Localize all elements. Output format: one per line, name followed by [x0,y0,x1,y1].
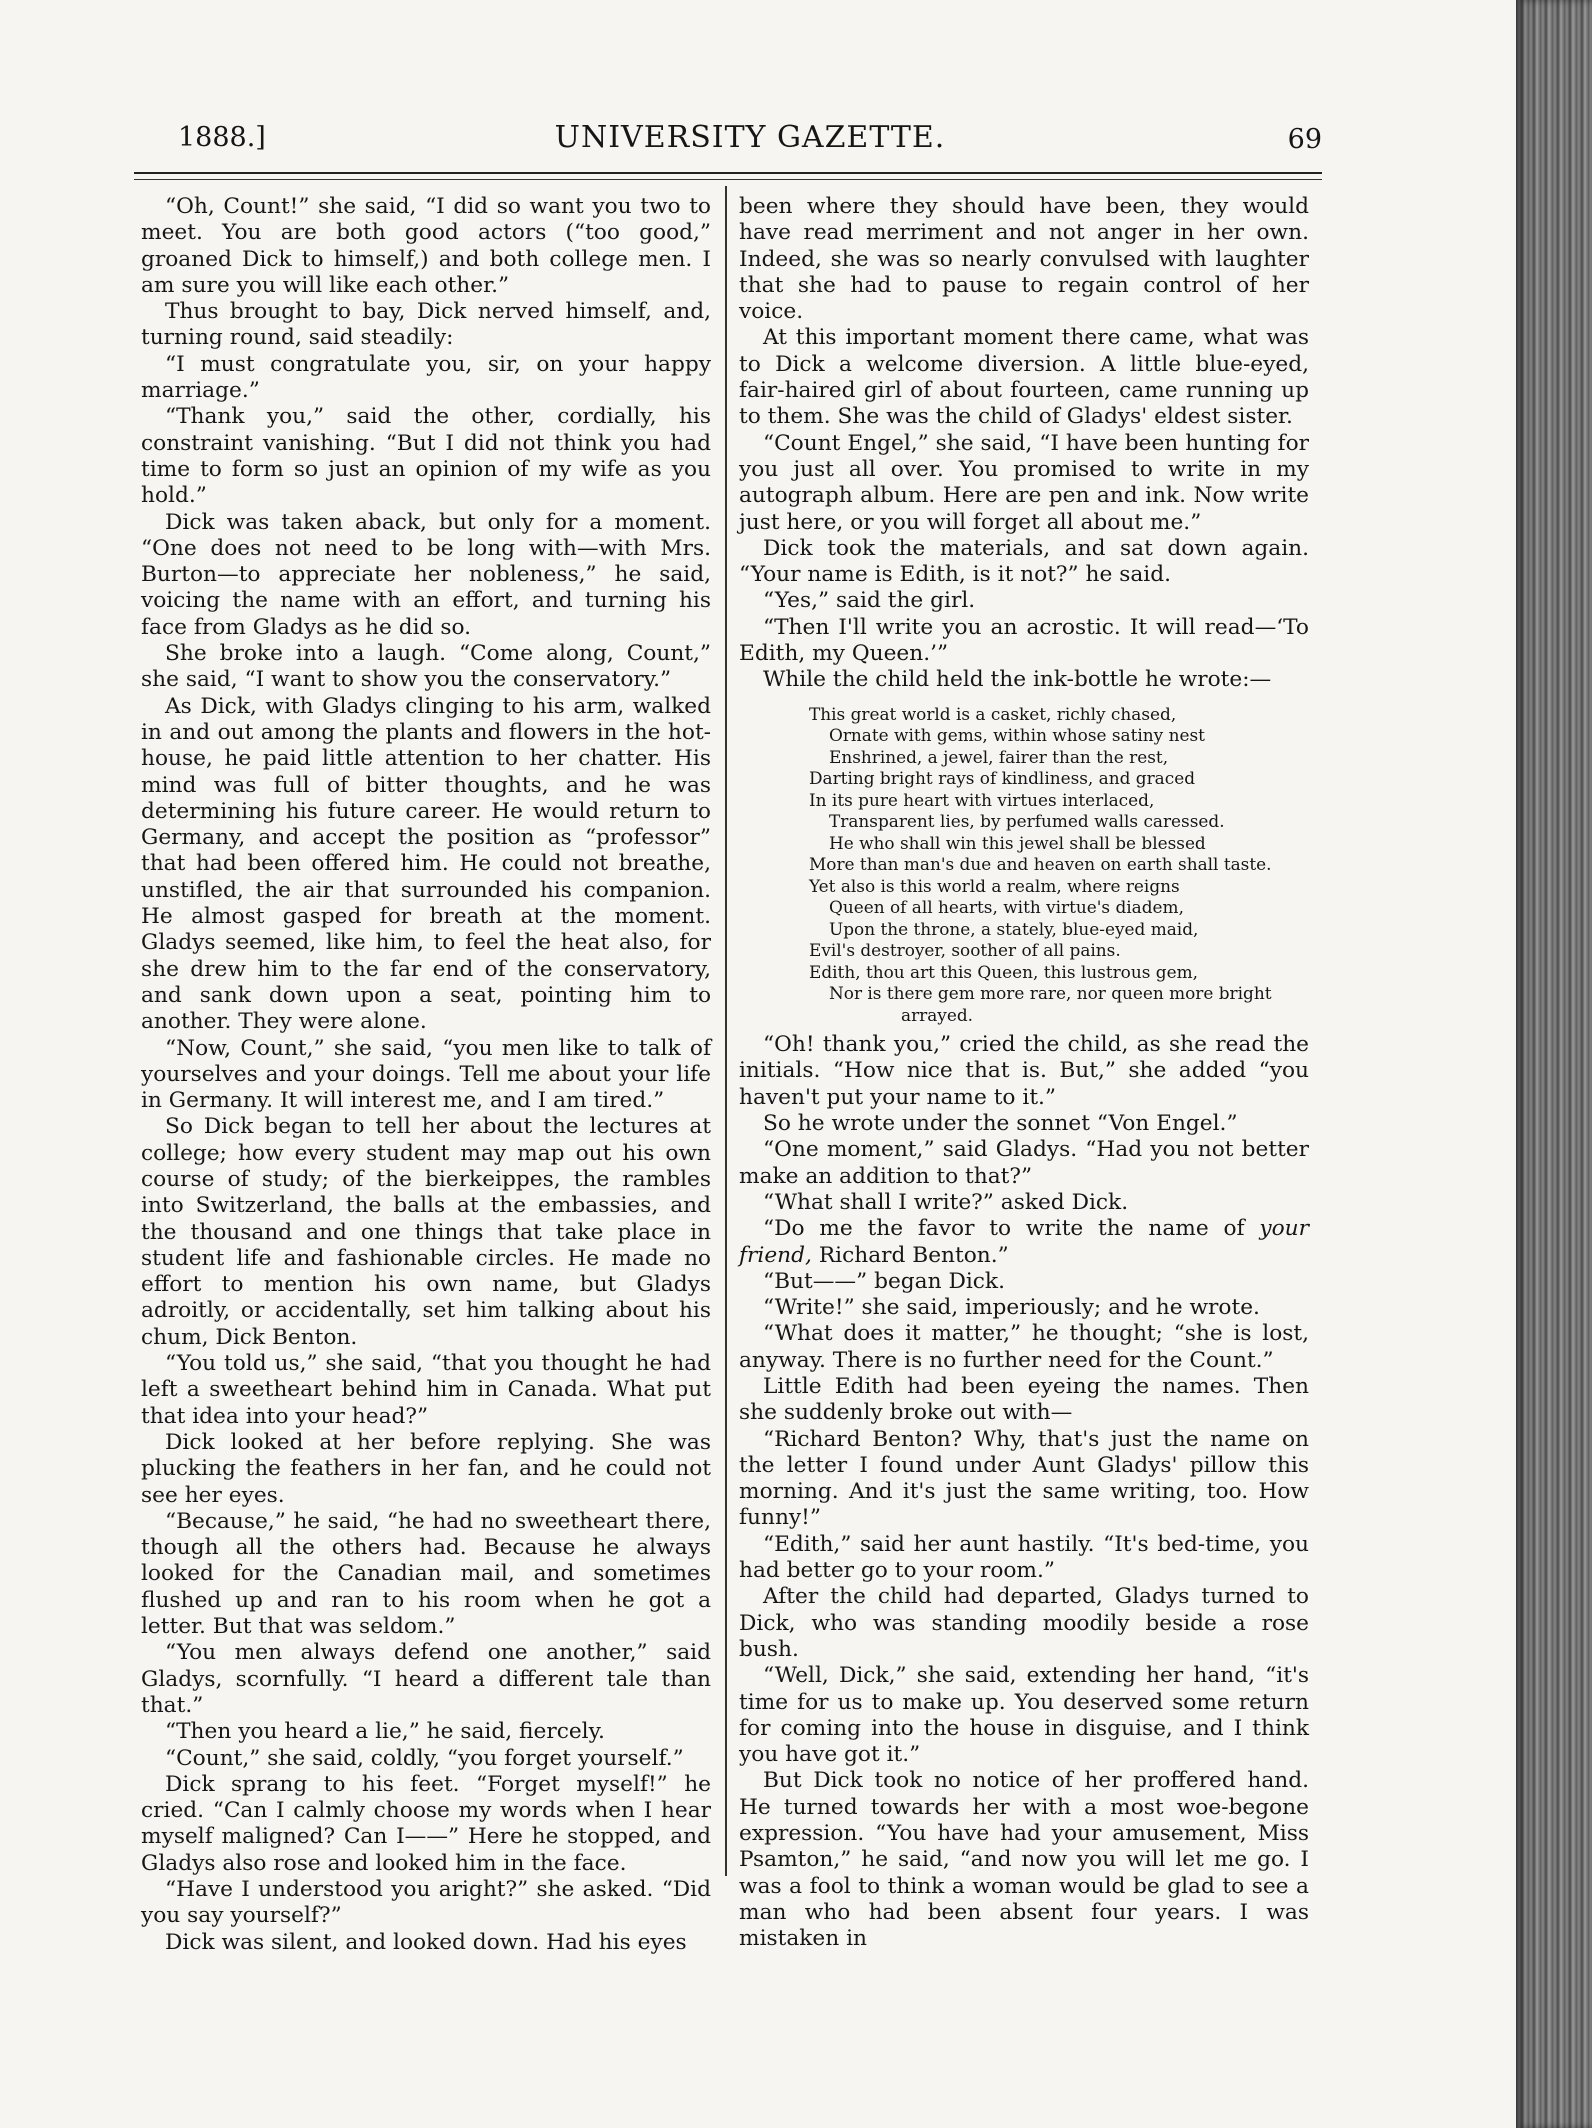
paragraph: Little Edith had been eyeing the names. Then she suddenly broke out with— [739,1374,1309,1426]
paragraph: “Then you heard a lie,” he said, fiercely. [165,1719,605,1745]
poem-line: He who shall win this jewel shall be blessed [829,832,1206,853]
poem-line: More than man's due and heaven on earth shall taste. [809,854,1272,875]
paragraph: Dick was taken aback, but only for a moment. “One does not need to be long with—with Mrs. Burton—to appreciate her nobleness,” he said, voicing the name with an effort, and turning his face from Gladys as he did so. [141,509,711,640]
paragraph: “But——” began Dick. [763,1268,1005,1294]
paragraph: Dick took the materials, and sat down again. “Your name is Edith, is it not?” he said. [739,535,1309,588]
paragraph: But Dick took no notice of her proffered hand. He turned towards her with a most woe-begone expression. “You have had your amusement, Miss Psamton,” he said, “and now you will let me go. I was a fool to think a woman would be glad to see a man who had been absent four years. I was mistaken in [739,1768,1309,1952]
paragraph: At this important moment there came, what was to Dick a welcome diversion. A little blue-eyed, fair-haired girl of about fourteen, came running up to them. She was the child of Gladys' eldest sister. [739,325,1309,430]
poem-line: Enshrined, a jewel, fairer than the rest, [829,746,1169,767]
paragraph: She broke into a laugh. “Come along, Count,” she said, “I want to show you the conservatory.” [141,641,711,693]
paragraph: Thus brought to bay, Dick nerved himself, and, turning round, said steadily: [141,299,711,351]
poem-line: Transparent lies, by perfumed walls caressed. [829,811,1225,832]
poem-line: In its pure heart with virtues interlaced, [809,789,1155,810]
paragraph: “Well, Dick,” she said, extending her hand, “it's time for us to make up. You deserved some return for coming into the house in disguise, and I think you have got it.” [739,1663,1309,1768]
poem-line: Evil's destroyer, soother of all pains. [809,940,1121,961]
italic-text: your friend, [739,1216,1309,1268]
paragraph: “What shall I write?” asked Dick. [763,1189,1129,1215]
page-number: 69 [1287,124,1322,155]
paragraph: “Oh, Count!” she said, “I did so want you two to meet. You are both good actors (“too good,” groaned Dick to himself,) and both college men. I am sure you will like each other.” [141,194,711,298]
poem-line: This great world is a casket, richly chased, [809,703,1177,724]
header-title: UNIVERSITY GAZETTE. [554,120,946,155]
paragraph: “You men always defend one another,” said Gladys, scornfully. “I heard a different tale than that.” [141,1640,711,1718]
poem-line: Queen of all hearts, with virtue's diadem, [829,897,1184,918]
paragraph: “Have I understood you aright?” she asked. “Did you say yourself?” [141,1877,711,1929]
header-rule-thick [134,172,1322,174]
poem-line: Upon the throne, a stately, blue-eyed maid, [829,918,1199,939]
paragraph: While the child held the ink-bottle he wrote:— [763,667,1272,693]
header-rule-thin [134,179,1322,180]
paragraph: “Then I'll write you an acrostic. It will read—‘To Edith, my Queen.’” [739,614,1309,667]
paragraph: So Dick began to tell her about the lectures at college; how every student may map out his own course of study; of the bierkeippes, the rambles into Switzerland, the balls at the embassies, and the thousand and one things that take place in student life and fashionable circles. He made no effort to mention his own name, but Gladys adroitly, or accidentally, set him talking about his chum, Dick Benton. [141,1114,711,1350]
paragraph: “I must congratulate you, sir, on your happy marriage.” [141,351,711,404]
book-spine [1516,0,1592,2128]
paragraph: “Write!” she said, imperiously; and he wrote. [763,1295,1260,1321]
paragraph: “One moment,” said Gladys. “Had you not better make an addition to that?” [739,1137,1309,1189]
paragraph: Dick sprang to his feet. “Forget myself!” he cried. “Can I calmly choose my words when I hear myself maligned? Can I——” Here he stopped, and Gladys also rose and looked him in the face. [141,1771,711,1876]
poem-line: Nor is there gem more rare, nor queen more bright [829,983,1272,1004]
acrostic-poem [809,704,1309,1027]
poem-line: Ornate with gems, within whose satiny nest [829,725,1205,746]
paragraph: Dick was silent, and looked down. Had his eyes [165,1929,687,1955]
paragraph: “Now, Count,” she said, “you men like to talk of yourselves and your doings. Tell me about your life in Germany. It will interest me, and I am tired.” [141,1035,711,1114]
paragraph: “Richard Benton? Why, that's just the name on the letter I found under Aunt Gladys' pillow this morning. And it's just the same writing, too. How funny!” [739,1426,1309,1531]
running-header [178,118,1322,166]
paragraph [739,1216,1309,1269]
paragraph: “Yes,” said the girl. [763,588,976,614]
paragraph: “Edith,” said her aunt hastily. “It's bed-time, you had better go to your room.” [739,1531,1309,1584]
paragraph: “Oh! thank you,” cried the child, as she read the initials. “How nice that is. But,” she added “you haven't put your name to it.” [739,1032,1309,1110]
poem-line: arrayed. [901,1004,974,1025]
column-divider [725,186,727,1876]
paragraph: Dick looked at her before replying. She was plucking the feathers in her fan, and he could not see her eyes. [141,1429,711,1508]
text-run: “Do me the favor to write the name of [763,1216,1260,1242]
paragraph: “Because,” he said, “he had no sweetheart there, though all the others had. Because he always looked for the Canadian mail, and sometimes flushed up and ran to his room when he got a letter. But that was seldom.” [141,1508,711,1640]
paragraph: As Dick, with Gladys clinging to his arm, walked in and out among the plants and flowers in the hot-house, he paid little attention to her chatter. His mind was full of bitter thoughts, and he was determining his future career. He would return to Germany, and accept the position as “professor” that had been offered him. He could not breathe, unstifled, the air that surrounded his companion. He almost gasped for breath at the moment. Gladys seemed, like him, to feel the heat also, for she drew him to the far end of the conservatory, and sank down upon a seat, pointing him to another. They were alone. [141,693,711,1035]
poem-line: Yet also is this world a realm, where reigns [809,875,1180,896]
text-run: Richard Benton.” [811,1242,1009,1268]
paragraph: “What does it matter,” he thought; “she is lost, anyway. There is no further need for the Count.” [739,1321,1309,1373]
right-column [739,194,1309,1953]
paragraph: So he wrote under the sonnet “Von Engel.” [763,1111,1238,1137]
paragraph: After the child had departed, Gladys turned to Dick, who was standing moodily beside a rose bush. [739,1584,1309,1662]
header-year: 1888.] [178,122,266,153]
paragraph: “Count Engel,” she said, “I have been hunting for you just all over. You promised to write in my autograph album. Here are pen and ink. Now write just here, or you will forget all about me.” [739,430,1309,535]
paragraph: “Count,” she said, coldly, “you forget yourself.” [165,1745,684,1771]
poem-line: Darting bright rays of kindliness, and graced [809,768,1196,789]
paragraph: “You told us,” she said, “that you thought he had left a sweetheart behind him in Canada. What put that idea into your head?” [141,1351,711,1429]
poem-line: Edith, thou art this Queen, this lustrous gem, [809,961,1198,982]
paragraph: “Thank you,” said the other, cordially, his constraint vanishing. “But I did not think you had time to form so just an opinion of my wife as you hold.” [141,404,711,509]
left-column [141,194,711,1956]
paragraph: been where they should have been, they would have read merriment and not anger in her own. Indeed, she was so nearly convulsed with laughter that she had to pause to regain control of her voice. [739,194,1309,325]
